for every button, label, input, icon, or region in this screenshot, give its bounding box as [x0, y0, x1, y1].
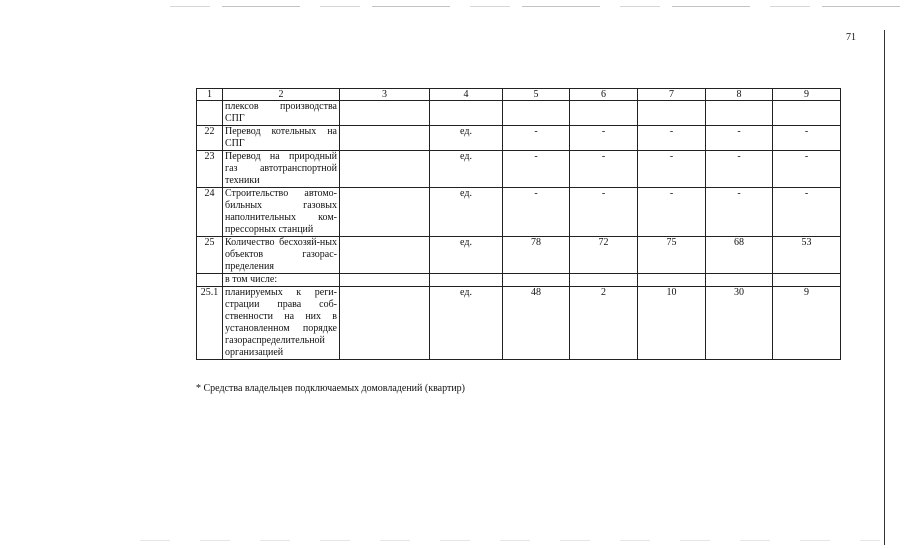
row-value: - — [503, 188, 570, 237]
column-header: 5 — [503, 89, 570, 101]
row-col3 — [340, 188, 430, 237]
row-value: 78 — [503, 237, 570, 274]
row-value — [773, 274, 841, 287]
row-value: - — [638, 188, 706, 237]
row-value: 10 — [638, 287, 706, 360]
row-name: в том числе: — [223, 274, 340, 287]
row-value: - — [773, 126, 841, 151]
row-name: Перевод на природный газ автотранспортной техники — [223, 151, 340, 188]
row-number: 22 — [197, 126, 223, 151]
row-value: 48 — [503, 287, 570, 360]
row-value: 75 — [638, 237, 706, 274]
row-value: - — [773, 151, 841, 188]
row-name: Строительство автомо-бильных газовых наполнительных ком-прессорных станций — [223, 188, 340, 237]
row-number — [197, 101, 223, 126]
row-value — [503, 101, 570, 126]
row-value — [706, 274, 773, 287]
row-col3 — [340, 151, 430, 188]
row-number: 24 — [197, 188, 223, 237]
row-number: 25 — [197, 237, 223, 274]
row-unit: ед. — [430, 287, 503, 360]
table-row — [197, 126, 841, 151]
data-table — [196, 88, 841, 360]
row-value: - — [503, 151, 570, 188]
row-value — [503, 274, 570, 287]
row-value: - — [706, 126, 773, 151]
scan-artifact-bottom — [140, 540, 880, 541]
row-value: 30 — [706, 287, 773, 360]
table-row — [197, 151, 841, 188]
row-unit: ед. — [430, 237, 503, 274]
row-value — [638, 101, 706, 126]
row-value — [638, 274, 706, 287]
row-value: - — [773, 188, 841, 237]
row-value — [570, 101, 638, 126]
column-header: 1 — [197, 89, 223, 101]
column-header: 3 — [340, 89, 430, 101]
row-value: - — [706, 188, 773, 237]
row-number: 23 — [197, 151, 223, 188]
column-header: 2 — [223, 89, 340, 101]
column-header: 9 — [773, 89, 841, 101]
row-name: Количество бесхозяй-ных объектов газорас-пределения — [223, 237, 340, 274]
column-header: 4 — [430, 89, 503, 101]
row-col3 — [340, 101, 430, 126]
row-name: плексов производства СПГ — [223, 101, 340, 126]
row-value — [773, 101, 841, 126]
row-value: 2 — [570, 287, 638, 360]
row-value: 72 — [570, 237, 638, 274]
row-unit: ед. — [430, 151, 503, 188]
row-unit — [430, 101, 503, 126]
row-col3 — [340, 274, 430, 287]
row-value: 9 — [773, 287, 841, 360]
row-value: 53 — [773, 237, 841, 274]
row-name: планируемых к реги-страции права соб-ственности на них в установленном порядке газораспределительной организацией — [223, 287, 340, 360]
table-row — [197, 274, 841, 287]
scan-artifact-top — [170, 6, 900, 7]
row-value: - — [638, 151, 706, 188]
row-unit — [430, 274, 503, 287]
column-header: 7 — [638, 89, 706, 101]
row-col3 — [340, 237, 430, 274]
row-value: - — [638, 126, 706, 151]
table-row — [197, 101, 841, 126]
table-row — [197, 287, 841, 360]
row-value: - — [570, 188, 638, 237]
scan-artifact-right — [884, 30, 885, 545]
row-number — [197, 274, 223, 287]
row-value: - — [570, 151, 638, 188]
column-header: 8 — [706, 89, 773, 101]
row-number: 25.1 — [197, 287, 223, 360]
row-unit: ед. — [430, 188, 503, 237]
row-value: - — [503, 126, 570, 151]
row-unit: ед. — [430, 126, 503, 151]
row-col3 — [340, 126, 430, 151]
row-name: Перевод котельных на СПГ — [223, 126, 340, 151]
footnote: * Средства владельцев подключаемых домовладений (квартир) — [196, 383, 466, 394]
page-number: 71 — [846, 32, 856, 43]
column-header: 6 — [570, 89, 638, 101]
row-value: - — [706, 151, 773, 188]
row-value — [570, 274, 638, 287]
row-value: - — [570, 126, 638, 151]
table-row — [197, 188, 841, 237]
row-value — [706, 101, 773, 126]
table-row — [197, 237, 841, 274]
table-header-row — [197, 89, 841, 101]
row-value: 68 — [706, 237, 773, 274]
row-col3 — [340, 287, 430, 360]
